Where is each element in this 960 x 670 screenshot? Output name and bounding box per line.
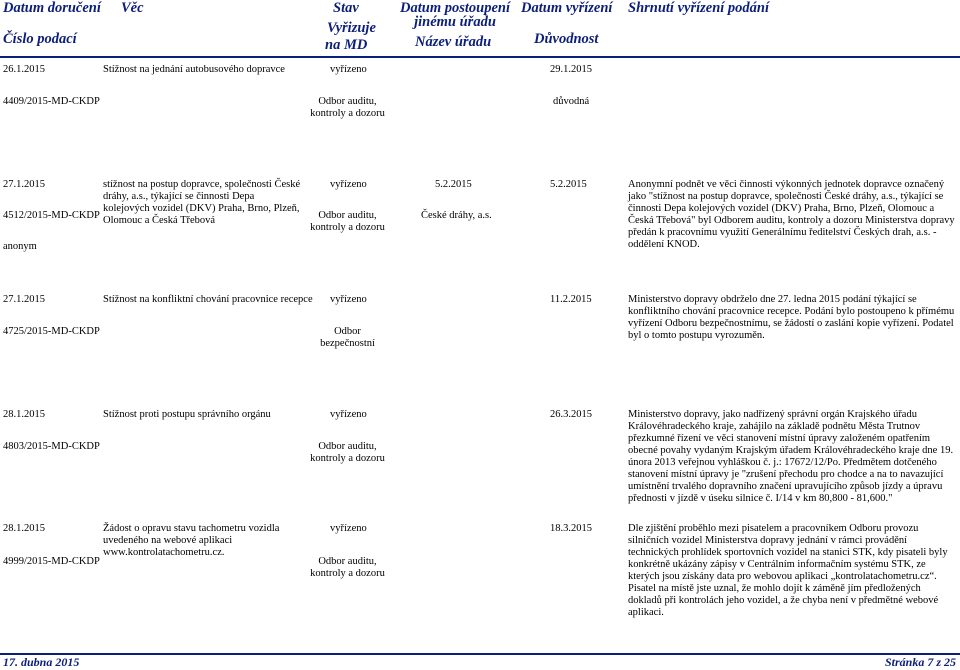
header-vec: Věc xyxy=(121,0,144,16)
row-summary: Dle zjištění proběhlo mezi pisatelem a pracovníkem Odboru provozu silničních vozidel Ministerstva dopravy jednání v rámci provádění technických prohlídek sportovních vozidel na stanici STK, kdy pisateli byly konkrétně ukázány zápisy v Centrálním informačním systému STK, ze kterých jsou získány data pro webovou aplikaci „kontrolatachometru.cz“. Pisatel na místě jste uznal, že mohlo dojít k záměně jím předložených dokladů při kontrolách jeho vozidel, a že chyba není v předmětné webové aplikaci. xyxy=(628,523,948,618)
row-number: 4725/2015-MD-CKDP xyxy=(3,326,100,337)
row-date: 26.1.2015 xyxy=(3,64,45,75)
row-number: 4512/2015-MD-CKDP xyxy=(3,210,100,221)
row-vyrizeni: 11.2.2015 xyxy=(550,294,592,305)
row-duvodnost: důvodná xyxy=(553,96,590,107)
row-subject: Stížnost na jednání autobusového dopravce xyxy=(103,64,285,75)
row-vyrizeni: 5.2.2015 xyxy=(550,179,587,190)
header-cislo-podaci: Číslo podací xyxy=(3,31,77,47)
row-vyrizeni: 29.1.2015 xyxy=(550,64,592,75)
row-handler: Odbor auditu, kontroly a dozoru xyxy=(310,210,385,233)
row-handler: Odbor auditu, kontroly a dozoru xyxy=(310,96,385,119)
footer-page: Stránka 7 z 25 xyxy=(884,655,956,669)
header-shrnuti: Shrnutí vyřízení podání xyxy=(628,0,770,16)
header-duvodnost: Důvodnost xyxy=(534,31,599,47)
row-number: 4409/2015-MD-CKDP xyxy=(3,96,100,107)
row-date: 28.1.2015 xyxy=(3,523,45,534)
row-status: vyřízeno xyxy=(330,294,367,305)
header-na-md: na MD xyxy=(325,37,368,53)
row-subject: Stížnost na konfliktní chování pracovnice recepce xyxy=(103,294,313,305)
header-datum-vyrizeni: Datum vyřízení xyxy=(521,0,613,16)
row-handler: Odbor auditu, kontroly a dozoru xyxy=(310,441,385,464)
row-summary: Ministerstvo dopravy, jako nadřízený správní orgán Krajského úřadu Královéhradeckého kraje, zahájilo na základě podnětu Města Trutnov přezkumné řízení ve věci stanovení místní úpravy založeném opatřením obecné povahy vydaným Krajským úřadem Královéhradeckého kraje dne 19. února 2013 veřejnou vyhláškou č. j.: 17672/12/Po. Předmětem dotčeného stanovení místní úpravy je "zrušení přechodu pro chodce a na to navazující umístnění trvalého dopravního značení upravujícího způsob jízdy a úpravu přednosti v jízdě v úseku silnice č. I/14 v km 80,800 - 81,600." xyxy=(628,409,954,504)
row-summary: Ministerstvo dopravy obdrželo dne 27. ledna 2015 podání týkající se konfliktního chování pracovnice recepce. Podání bylo postoupeno k přímému vyřízení Odboru bezpečnostnímu, se žádostí o zaslání kopie vyřízení. Podatel byl o tomto postupu vyrozuměn. xyxy=(628,294,955,341)
header-jinemu-uradu: jinému úřadu xyxy=(414,14,496,30)
row-date: 28.1.2015 xyxy=(3,409,45,420)
row-number: 4803/2015-MD-CKDP xyxy=(3,441,100,452)
footer-date: 17. dubna 2015 xyxy=(3,655,80,669)
table-header xyxy=(0,0,960,58)
row-handler: Odbor bezpečnostní xyxy=(320,326,375,349)
row-date: 27.1.2015 xyxy=(3,179,45,190)
row-sender: anonym xyxy=(3,241,37,252)
header-stav: Stav xyxy=(333,0,359,16)
row-vyrizeni: 18.3.2015 xyxy=(550,523,592,534)
row-subject: Žádost o opravu stavu tachometru vozidla uvedeného na webové aplikaci www.kontrolatachometru.cz. xyxy=(103,523,280,558)
header-nazev-uradu: Název úřadu xyxy=(415,34,492,50)
row-vyrizeni: 26.3.2015 xyxy=(550,409,592,420)
header-datum-doruceni: Datum doručení xyxy=(3,0,101,16)
header-datum-postoupeni: Datum postoupení xyxy=(400,0,510,16)
row-postoupeni: 5.2.2015 xyxy=(435,179,472,190)
row-number: 4999/2015-MD-CKDP xyxy=(3,556,100,567)
footer-divider xyxy=(0,653,960,655)
row-subject: Stížnost proti postupu správního orgánu xyxy=(103,409,271,420)
header-vyrizuje: Vyřizuje xyxy=(327,20,376,36)
row-subject: stížnost na postup dopravce, společnosti České dráhy, a.s., týkající se činnosti Depa kolejových vozidel (DKV) Praha, Brno, Plzeň, Olomouc a Česká Třebová xyxy=(103,179,301,226)
row-status: vyřízeno xyxy=(330,179,367,190)
row-date: 27.1.2015 xyxy=(3,294,45,305)
row-urad: České dráhy, a.s. xyxy=(421,210,492,221)
row-status: vyřízeno xyxy=(330,409,367,420)
row-summary: Anonymní podnět ve věci činnosti výkonných jednotek dopravce označený jako "stížnost na postup dopravce, společnosti České dráhy, a.s., týkající se činnosti Depa kolejových vozidel (DKV) Praha, Brno, Plzeň, Olomouc a Česká Třebová" byl Odborem auditu, kontroly a dozoru Ministerstva dopravy předán k pracovnímu využití Generálnímu ředitelství Českých drah, a.s. - oddělení KNOD. xyxy=(628,179,955,250)
row-handler: Odbor auditu, kontroly a dozoru xyxy=(310,556,385,579)
row-status: vyřízeno xyxy=(330,523,367,534)
row-status: vyřízeno xyxy=(330,64,367,75)
